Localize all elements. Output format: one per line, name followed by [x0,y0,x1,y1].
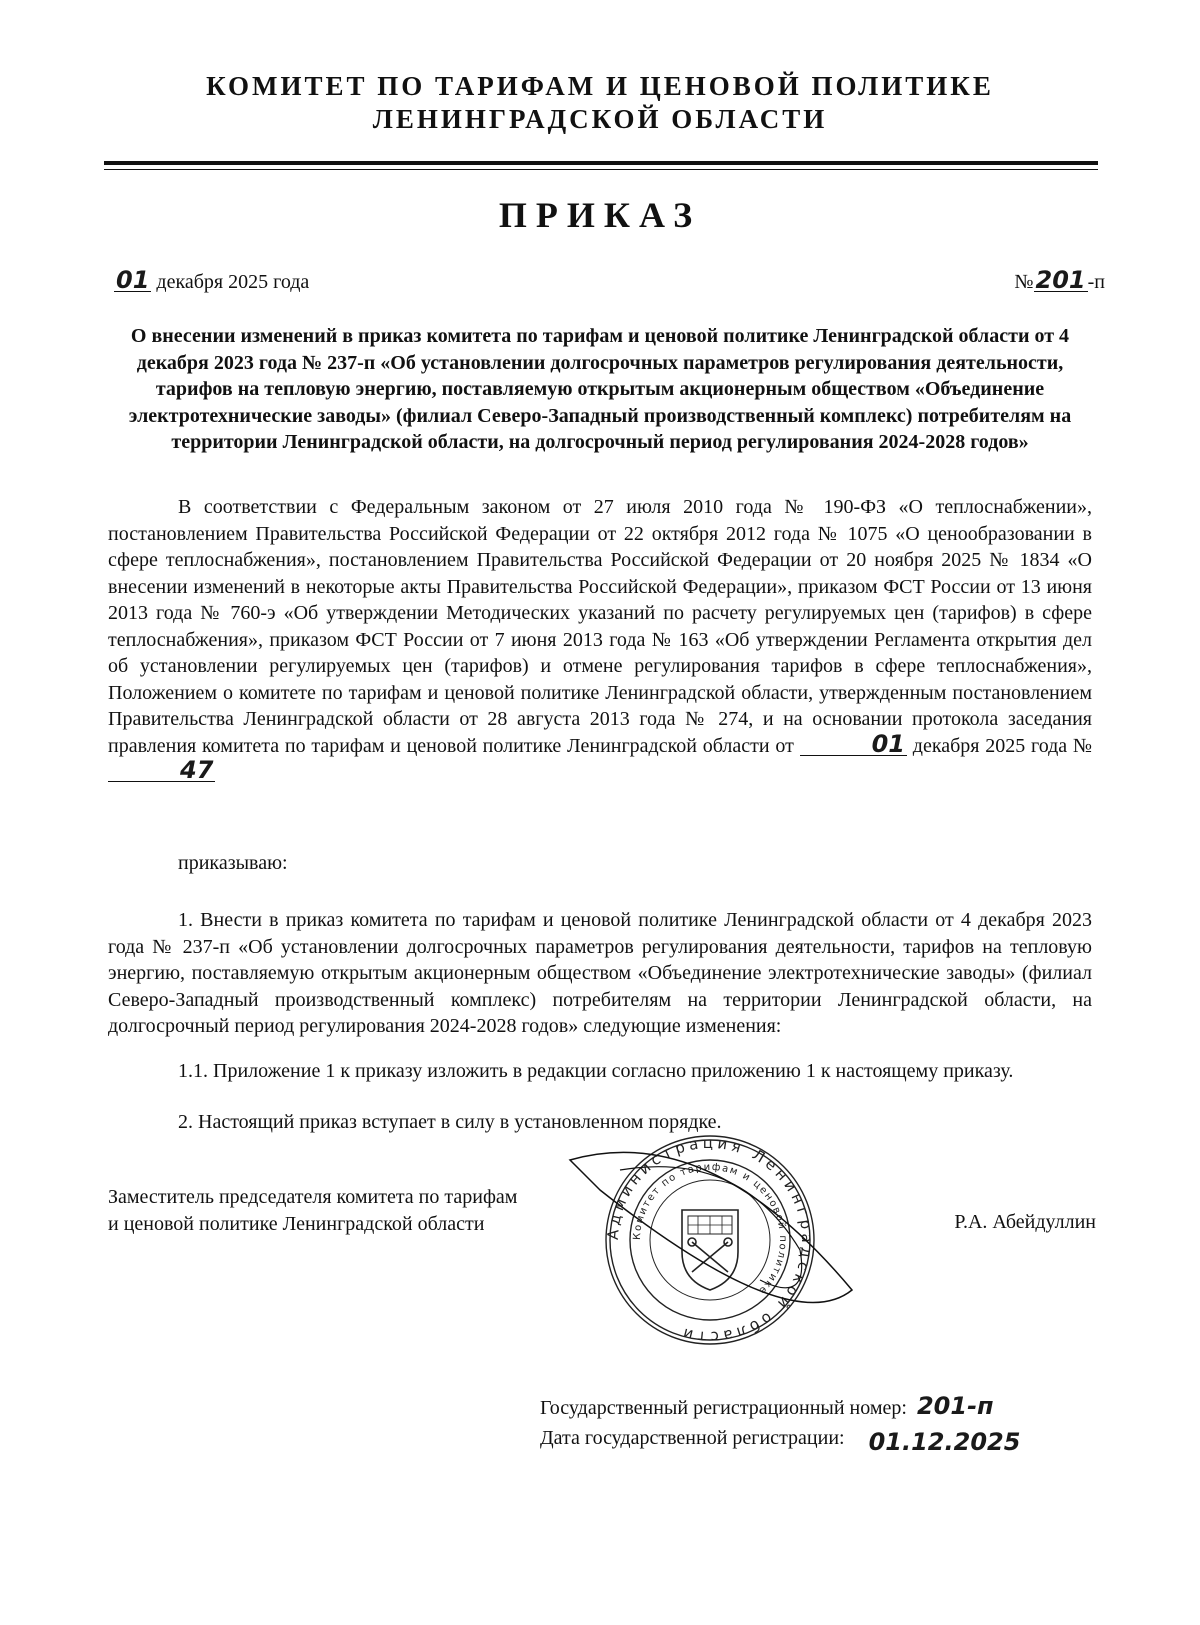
registration-date-value: 01.12.2025 [868,1428,1021,1456]
coat-of-arms-emblem [682,1210,738,1290]
order-subject: О внесении изменений в приказ комитета по тарифам и ценовой политике Ленинградской области от 4 декабря 2023 года № 237-п «Об установлении долгосрочных параметров регулирования деятельности, тарифов на тепловую энергию, поставляемую открытым акционерным обществом «Объединение электротехнические заводы» (филиал Северо-Западный производственный комплекс) потребителям на территории Ленинградской области, на долгосрочный период регулирования 2024-2028 годов» [128,325,1072,453]
order-day-handwritten: 01 [116,266,150,294]
signatory-name: Р.А. Абейдуллин [954,1211,1096,1233]
order-number-prefix: № [1014,271,1034,293]
registration-number-row [540,1392,1020,1422]
registration-number-label: Государственный регистрационный номер: [540,1397,907,1419]
order-word: приказываю: [178,852,288,874]
legal-basis-text: В соответствии с Федеральным законом от 27 июля 2010 года № 190-ФЗ «О теплоснабжении», постановлением Правительства Российской Федерации от 22 октября 2012 года № 1075 «О ценообразовании в сфере теплоснабжения», постановлением Правительства Российской Федерации от 20 ноября 2025 № 1834 «О внесении изменений в некоторые акты Правительства Российской Федерации», приказом ФСТ России от 13 июня 2013 года № 760-э «Об утверждении Методических указаний по расчету регулируемых цен (тарифов) в сфере теплоснабжения», приказом ФСТ России от 7 июня 2013 года № 163 «Об утверждении Регламента открытия дел об установлении регулируемых цен (тарифов) и отмене регулирования тарифов в сфере теплоснабжения», Положением о комитете по тарифам и ценовой политике Ленинградской области, утвержденным постановлением Правительства Ленинградской области от 28 августа 2013 года № 274, и на основании протокола заседания правления комитета по тарифам и ценовой политике Ленинградской области от [108,496,1092,757]
org-line-1: КОМИТЕТ ПО ТАРИФАМ И ЦЕНОВОЙ ПОЛИТИКЕ [206,71,994,101]
item-1-1: 1.1. Приложение 1 к приказу изложить в редакции согласно приложению 1 к настоящему приказу. [178,1060,1014,1082]
legal-basis-paragraph [108,494,1092,786]
registration-number-value: 201-п [916,1392,994,1420]
document-title: ПРИКАЗ [498,195,702,235]
order-number-suffix: -п [1087,271,1105,293]
legal-basis-text-mid: декабря 2025 года № [912,734,1093,757]
header-rule-thin [104,169,1098,170]
protocol-day-handwritten: 01 [800,733,907,756]
registration-date-row [540,1422,1021,1456]
order-number [1014,266,1105,294]
order-date-rest: декабря 2025 года [156,271,310,293]
organization-header [0,70,1200,136]
protocol-number-handwritten: 47 [108,759,215,782]
seal-outer-path: Администрация Ленинградской области [603,1133,817,1347]
signatory-position [108,1184,517,1237]
order-number-handwritten: 201 [1035,266,1086,294]
item-1: 1. Внести в приказ комитета по тарифам и ценовой политике Ленинградской области от 4 декабря 2023 года № 237-п «Об установлении долгосрочных параметров регулирования деятельности, тарифов на тепловую энергию, поставляемую открытым акционерным обществом «Объединение электротехнические заводы» (филиал Северо-Западный производственный комплекс) потребителям на территории Ленинградской области, на долгосрочный период регулирования 2024-2028 годов» следующие изменения: [108,909,1092,1037]
seal-inner-path: Комитет по тарифам и ценовой политике [631,1161,789,1297]
header-rule-thick [104,161,1098,165]
org-line-2: ЛЕНИНГРАДСКОЙ ОБЛАСТИ [372,104,828,134]
signatory-position-line-1: Заместитель председателя комитета по тарифам [108,1186,518,1208]
official-seal-stamp [560,1130,860,1350]
item-2: 2. Настоящий приказ вступает в силу в установленном порядке. [178,1111,722,1133]
registration-date-label: Дата государственной регистрации: [540,1427,845,1449]
order-date [114,266,310,294]
signatory-position-line-2: и ценовой политике Ленинградской области [108,1212,485,1235]
registration-block [540,1392,1021,1456]
